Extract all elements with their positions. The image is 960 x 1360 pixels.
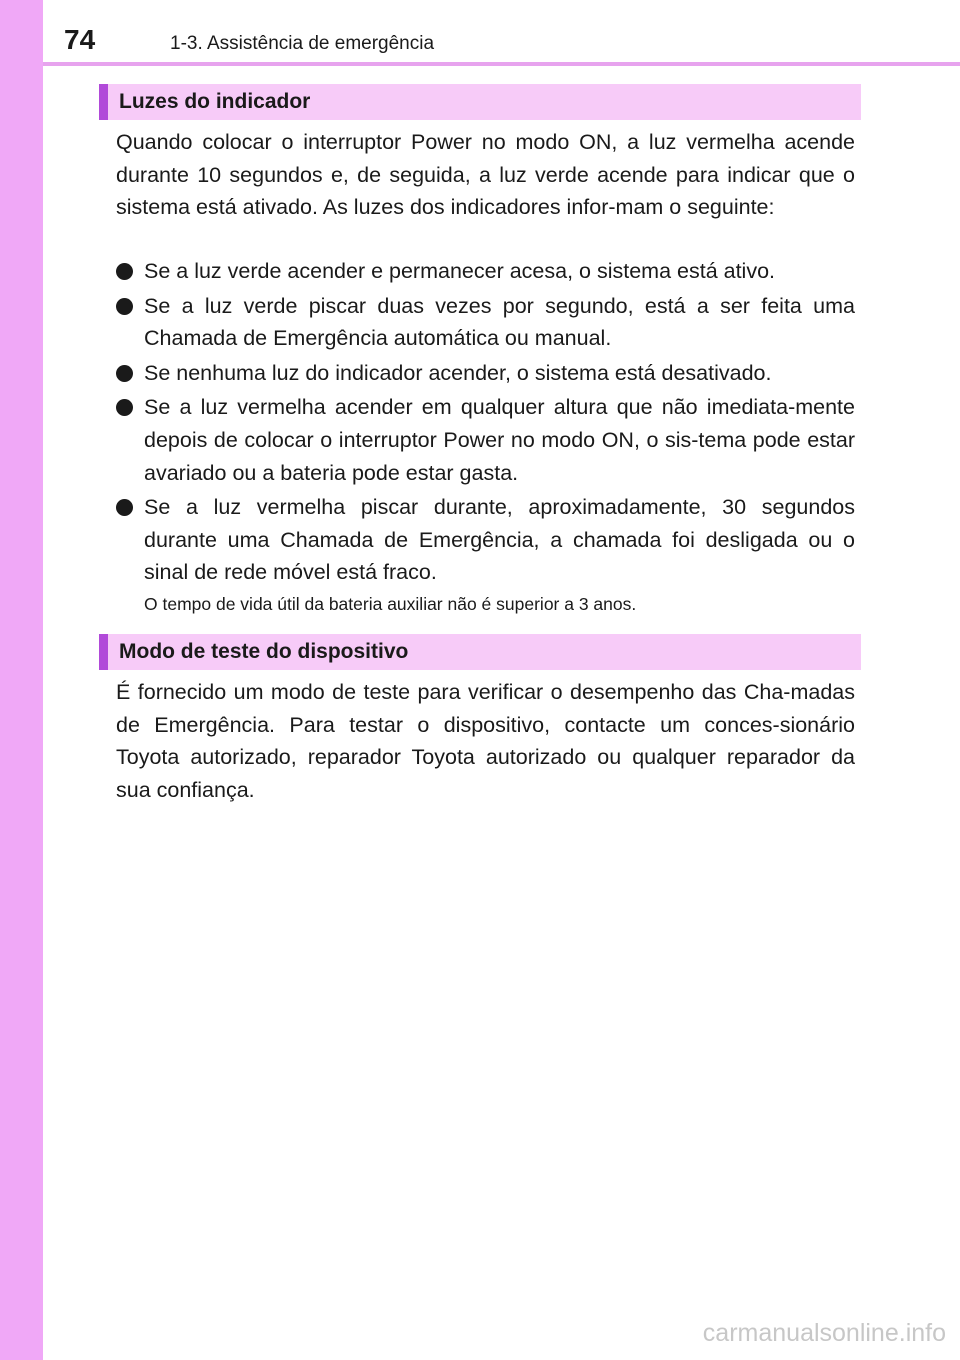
indicator-bullet-list	[116, 255, 855, 591]
list-item	[116, 290, 855, 355]
bullet-text: Se nenhuma luz do indicador acender, o sistema está desativado.	[144, 360, 772, 385]
intro-paragraph: Quando colocar o interruptor Power no modo ON, a luz vermelha acende durante 10 segundos e, de seguida, a luz verde acende para indicar que o sistema está ativado. As luzes dos indicadores infor-mam o seguinte:	[116, 130, 855, 220]
chapter-title: 1-3. Assistência de emergência	[170, 33, 435, 54]
list-item	[116, 391, 855, 489]
page-number: 74	[64, 24, 96, 55]
bullet-text: Se a luz vermelha acender em qualquer altura que não imediata-mente depois de colocar o interruptor Power no modo ON, o sis-tema pode estar avariado ou a bateria pode estar gasta.	[144, 395, 855, 485]
test-mode-paragraph: É fornecido um modo de teste para verificar o desempenho das Cha-madas de Emergência. Para testar o dispositivo, contacte um conces-sionário Toyota autorizado, reparador Toyota autorizado ou qualquer reparador da sua confiança.	[116, 680, 855, 802]
bullet-text: Se a luz verde piscar duas vezes por segundo, está a ser feita uma Chamada de Emergência automática ou manual.	[144, 293, 855, 351]
bullet-icon	[116, 365, 133, 382]
bullet-text: Se a luz verde acender e permanecer acesa, o sistema está ativo.	[144, 259, 776, 283]
bullet-icon	[116, 298, 133, 315]
bullet-text: Se a luz vermelha piscar durante, aproximadamente, 30 segundos durante uma Chamada de Emergência, a chamada foi desligada ou o sinal de rede móvel está fraco.	[144, 495, 855, 585]
header-divider	[43, 62, 960, 66]
watermark-text: carmanualsonline.info	[702, 1319, 946, 1347]
section-title: Luzes do indicador	[119, 90, 311, 113]
section-title: Modo de teste do dispositivo	[119, 640, 409, 663]
list-item	[116, 357, 855, 390]
list-item	[116, 491, 855, 589]
list-item	[116, 255, 855, 288]
bullet-icon	[116, 499, 133, 516]
battery-note: O tempo de vida útil da bateria auxiliar não é superior a 3 anos.	[144, 594, 637, 614]
bullet-icon	[116, 399, 133, 416]
side-color-strip	[0, 0, 43, 1360]
bullet-icon	[116, 263, 133, 280]
section-header-test-mode	[99, 634, 861, 670]
section-header-indicator-lights	[99, 84, 861, 120]
page-header	[0, 0, 960, 70]
